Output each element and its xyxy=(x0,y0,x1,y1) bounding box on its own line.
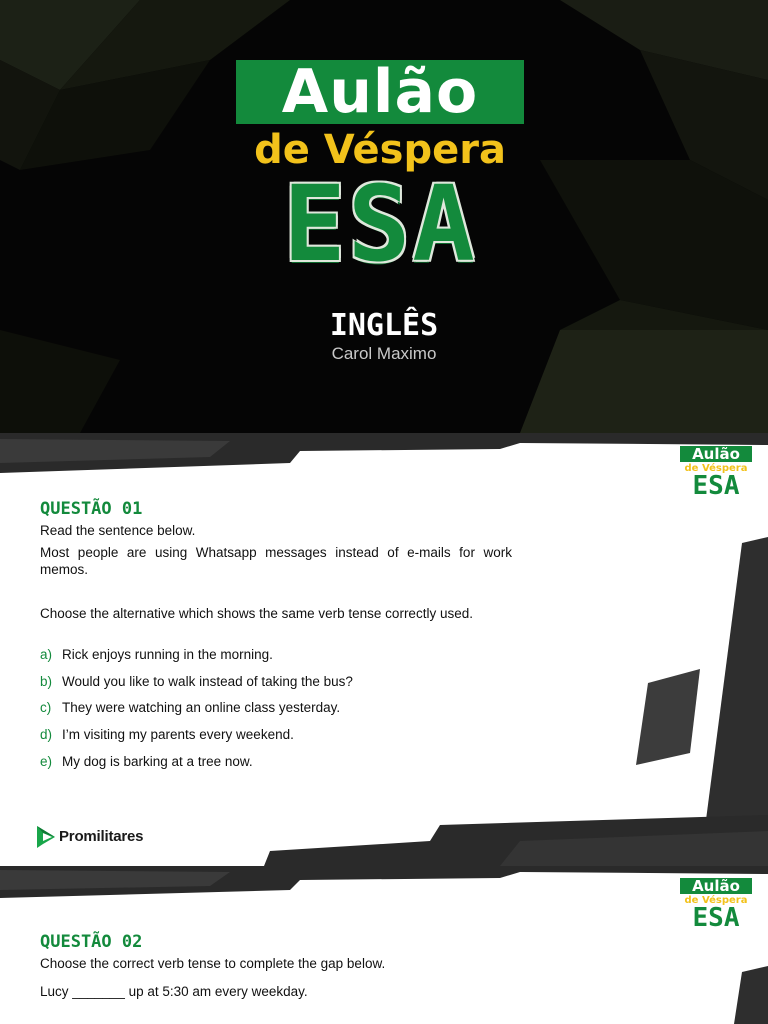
option-text: They were watching an online class yesterday. xyxy=(62,700,341,715)
promilitares-brand xyxy=(35,824,165,852)
option-letter: e) xyxy=(40,754,53,769)
option-letter: d) xyxy=(40,727,53,742)
option-a[interactable] xyxy=(40,646,512,663)
question-instruction: Choose the correct verb tense to complete the gap below. xyxy=(40,956,386,971)
mini-logo-aulao: Aulão xyxy=(692,877,740,895)
option-e[interactable] xyxy=(40,753,512,770)
question-sentence: Lucy _______ up at 5:30 am every weekday. xyxy=(40,984,308,999)
question-01-slide xyxy=(0,433,768,866)
option-letter: a) xyxy=(40,647,53,662)
question-heading: QUESTÃO 01 xyxy=(40,499,143,519)
mini-logo-esa: ESA xyxy=(692,471,740,501)
cover-title-esa: ESA xyxy=(283,163,477,285)
promilitares-play-icon xyxy=(35,824,57,850)
option-d[interactable] xyxy=(40,726,512,743)
question-prompt: Choose the alternative which shows the same verb tense correctly used. xyxy=(40,606,473,621)
option-text: Would you like to walk instead of taking the bus? xyxy=(62,674,353,689)
question-heading: QUESTÃO 02 xyxy=(40,932,143,952)
question-sentence: Most people are using Whatsapp messages instead of e-mails for work memos. xyxy=(40,545,512,577)
option-letter: b) xyxy=(40,674,53,689)
promilitares-name: Promilitares xyxy=(59,828,144,845)
option-c[interactable] xyxy=(40,699,512,716)
cover-title-vespera: de Véspera xyxy=(254,127,506,173)
esa-mini-logo xyxy=(680,446,752,502)
mini-logo-vespera: de Véspera xyxy=(684,463,748,474)
option-text: Rick enjoys running in the morning. xyxy=(62,647,273,662)
cover-title-aulao: Aulão xyxy=(281,57,479,127)
option-text: My dog is barking at a tree now. xyxy=(62,754,253,769)
mini-logo-esa: ESA xyxy=(692,903,740,933)
question-02-slide xyxy=(0,866,768,1024)
esa-mini-logo xyxy=(680,878,752,934)
option-letter: c) xyxy=(40,700,52,715)
option-text: I’m visiting my parents every weekend. xyxy=(62,727,294,742)
cover-slide xyxy=(0,0,768,433)
option-b[interactable] xyxy=(40,673,512,690)
cover-teacher: Carol Maximo xyxy=(331,344,437,363)
cover-subject: INGLÊS xyxy=(329,308,439,343)
mini-logo-vespera: de Véspera xyxy=(684,895,748,906)
question-instruction: Read the sentence below. xyxy=(40,523,196,538)
mini-logo-aulao: Aulão xyxy=(692,445,740,463)
